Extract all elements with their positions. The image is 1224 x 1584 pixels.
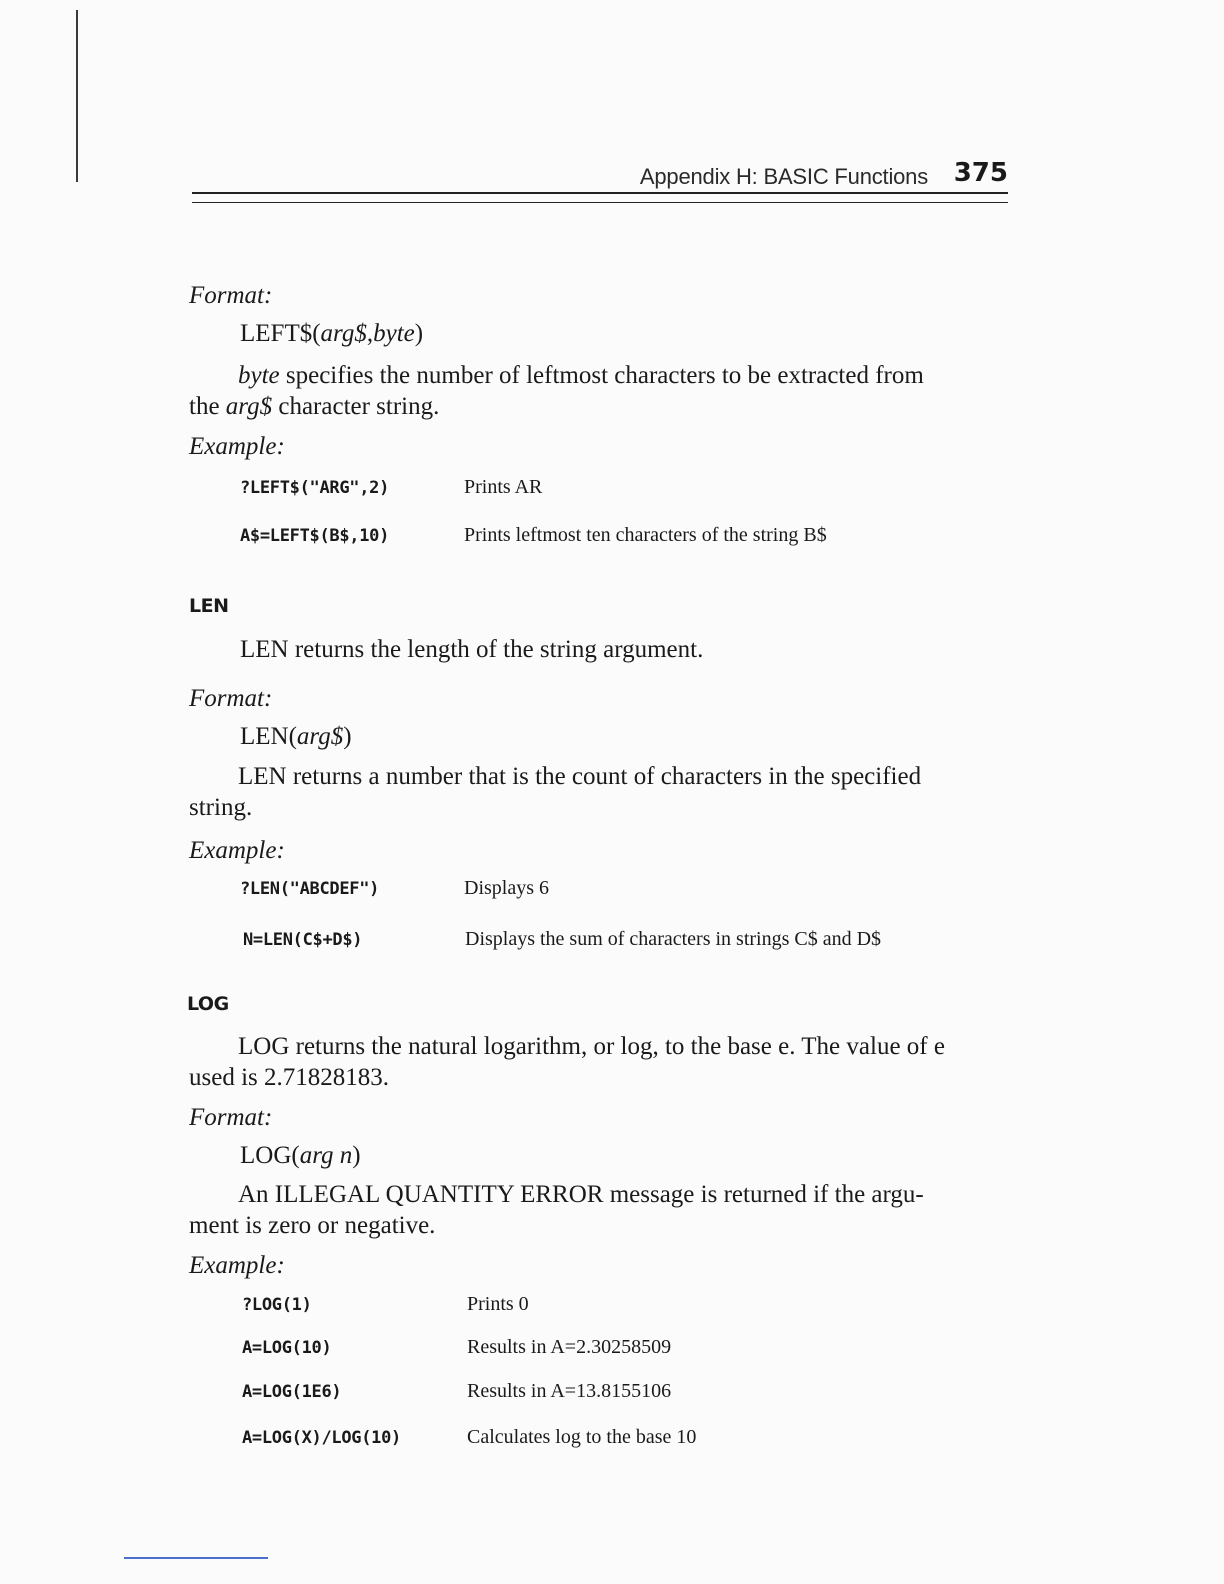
len-example-desc-2: Displays the sum of characters in strings C$ and D$ — [465, 928, 882, 950]
len-description: LEN returns a number that is the count of characters in the specified string. — [189, 763, 922, 821]
log-heading: LOG — [187, 993, 229, 1015]
log-description: An ILLEGAL QUANTITY ERROR message is returned if the argu- ment is zero or negative. — [189, 1181, 924, 1239]
len-syntax: LEN(arg$) — [240, 723, 352, 750]
running-header — [192, 156, 1008, 192]
log-example-code-1: ?LOG(1) — [242, 1295, 312, 1315]
log-example-code-2: A=LOG(10) — [242, 1338, 332, 1358]
log-intro: LOG returns the natural logarithm, or log, to the base e. The value of e used is 2.71828183. — [189, 1033, 945, 1091]
header-title: Appendix H: BASIC Functions — [639, 164, 928, 189]
len-example-code-1: ?LEN("ABCDEF") — [240, 879, 380, 899]
log-example-code-3: A=LOG(1E6) — [242, 1382, 342, 1402]
footer-link-underline — [124, 1557, 268, 1559]
binding-margin-line — [76, 10, 78, 182]
left-example-desc-2: Prints leftmost ten characters of the string B$ — [464, 524, 827, 546]
left-syntax: LEFT$(arg$,byte) — [240, 320, 424, 347]
log-example-desc-2: Results in A=2.30258509 — [467, 1336, 672, 1358]
left-description: byte specifies the number of leftmost characters to be extracted from the arg$ character string. — [189, 362, 924, 420]
left-example-code-1: ?LEFT$("ARG",2) — [240, 478, 390, 498]
log-example-desc-4: Calculates log to the base 10 — [467, 1426, 697, 1448]
log-example-code-4: A=LOG(X)/LOG(10) — [242, 1428, 401, 1448]
len-example-label: Example: — [189, 837, 285, 864]
left-example-label: Example: — [189, 433, 285, 460]
header-rule-thin — [192, 202, 1008, 203]
log-example-desc-1: Prints 0 — [467, 1293, 529, 1315]
header-rule-thick — [192, 192, 1008, 194]
left-example-code-2: A$=LEFT$(B$,10) — [240, 526, 390, 546]
len-format-label: Format: — [189, 685, 273, 712]
len-heading: LEN — [189, 595, 229, 617]
log-format-label: Format: — [189, 1104, 273, 1131]
left-format-label: Format: — [189, 282, 273, 309]
log-syntax: LOG(arg n) — [240, 1142, 361, 1169]
len-example-desc-1: Displays 6 — [464, 877, 549, 899]
left-example-desc-1: Prints AR — [464, 476, 543, 498]
log-example-label: Example: — [189, 1252, 285, 1279]
len-example-code-2: N=LEN(C$+D$) — [243, 930, 363, 950]
len-intro: LEN returns the length of the string argument. — [240, 636, 704, 663]
log-example-desc-3: Results in A=13.8155106 — [467, 1380, 672, 1402]
page-number: 375 — [953, 158, 1008, 188]
